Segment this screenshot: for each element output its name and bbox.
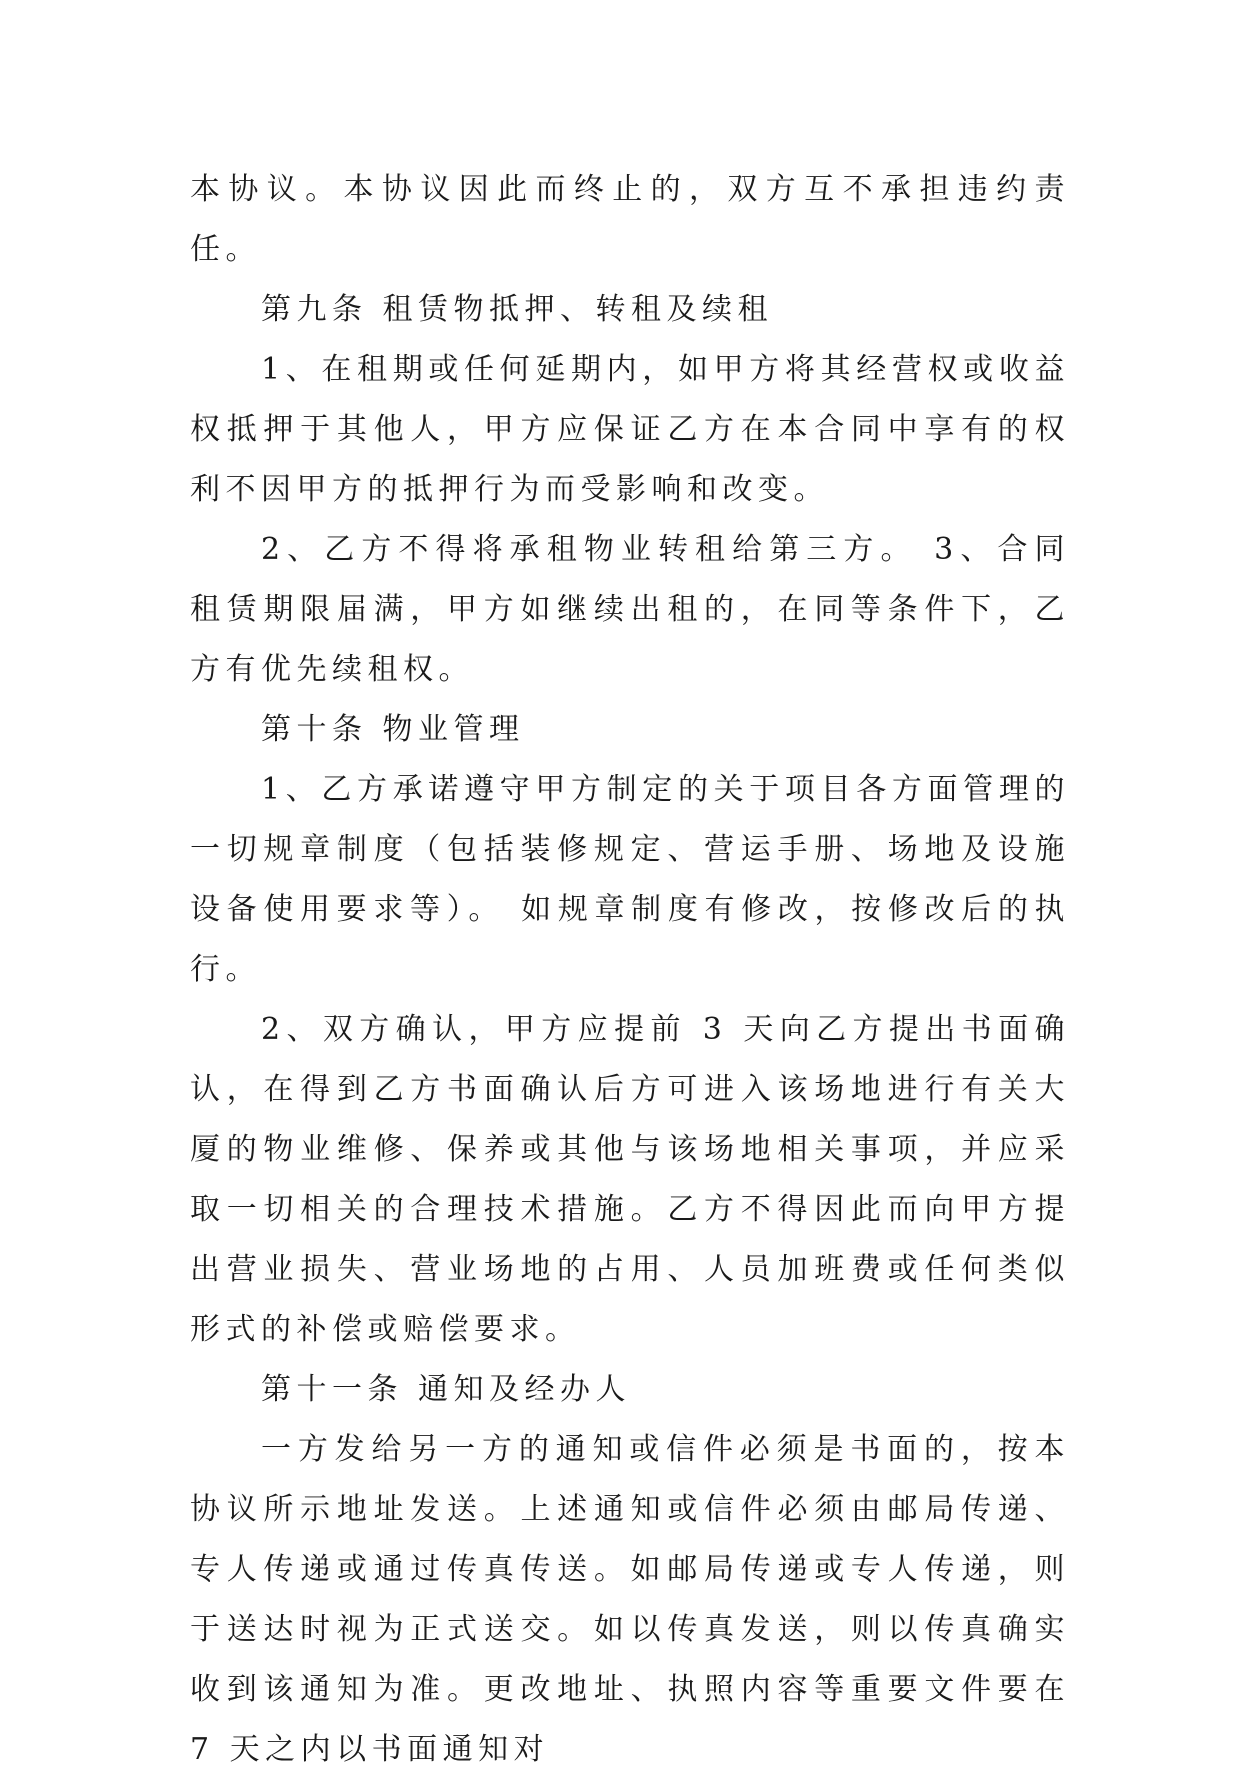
article-10-item-1: 1、乙方承诺遵守甲方制定的关于项目各方面管理的一切规章制度（包括装修规定、营运手册、场地及设施设备使用要求等）。 如规章制度有修改，按修改后的执行。	[190, 772, 1070, 987]
article-10-heading: 第十条 物业管理	[261, 712, 525, 747]
article-9-item-2-3: 2、乙方不得将承租物业转租给第三方。 3、合同租赁期限届满，甲方如继续出租的，在同等条件下，乙方有优先续租权。	[190, 532, 1070, 687]
article-10-item-2: 2、双方确认，甲方应提前 3 天向乙方提出书面确认，在得到乙方书面确认后方可进入该场地进行有关大厦的物业维修、保养或其他与该场地相关事项，并应采取一切相关的合理技术措施。乙方不得因此而向甲方提出营业损失、营业场地的占用、人员加班费或任何类似形式的补偿或赔偿要求。	[190, 1012, 1070, 1347]
article-11-notice-paragraph: 一方发给另一方的通知或信件必须是书面的，按本协议所示地址发送。上述通知或信件必须由邮局传递、专人传递或通过传真传送。如邮局传递或专人传递，则于送达时视为正式送交。如以传真发送，则以传真确实收到该通知为准。更改地址、执照内容等重要文件要在 7 天之内以书面通知对	[190, 1432, 1070, 1767]
article-9-item-1: 1、在租期或任何延期内，如甲方将其经营权或收益权抵押于其他人，甲方应保证乙方在本合同中享有的权利不因甲方的抵押行为而受影响和改变。	[190, 352, 1070, 507]
article-9-heading: 第九条 租赁物抵押、转租及续租	[261, 292, 774, 327]
article-11-heading: 第十一条 通知及经办人	[261, 1372, 632, 1407]
paragraph-termination-clause: 本协议。本协议因此而终止的，双方互不承担违约责任。	[190, 172, 1070, 267]
document-body	[190, 160, 1070, 1780]
